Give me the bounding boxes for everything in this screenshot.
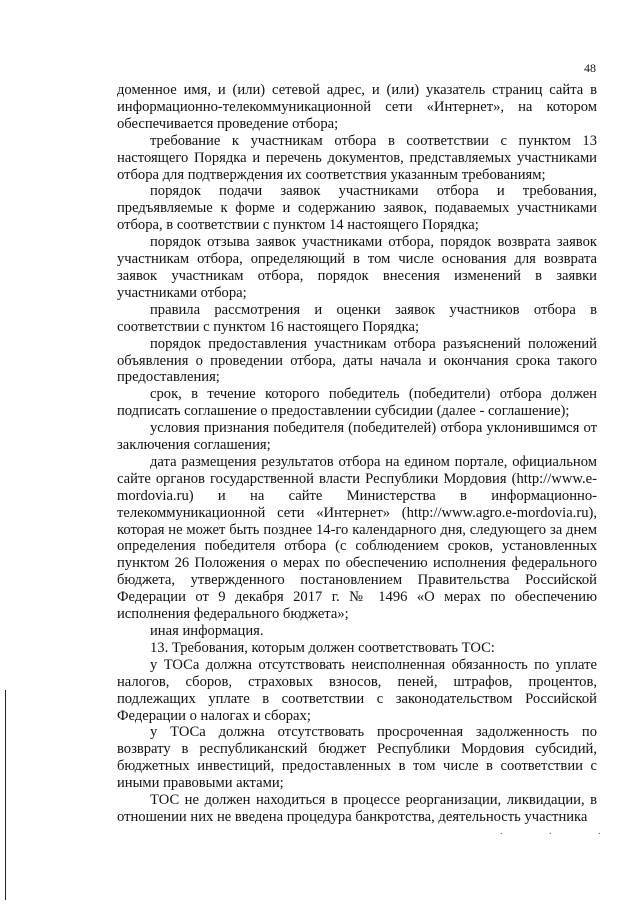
paragraph: у ТОСа должна отсутствовать неисполненная обязанность по уплате налогов, сборов, страховых взносов, пеней, штрафов, процентов, подлежащих уплате в соответствии с законодательством Российской Федерации о налогах и сборах; (117, 656, 597, 724)
paragraph: порядок предоставления участникам отбора разъяснений положений объявления о проведении отбора, даты начала и окончания срока такого предоставления; (117, 335, 597, 386)
paragraph: требование к участникам отбора в соответствии с пунктом 13 настоящего Порядка и перечень документов, представляемых участниками отбора для подтверждения их соответствия указанным требованиям; (117, 132, 597, 183)
paragraph: 13. Требования, которым должен соответствовать ТОС: (150, 639, 495, 656)
scan-edge-line (5, 690, 6, 900)
paragraph: порядок отзыва заявок участниками отбора, порядок возврата заявок участникам отбора, определяющий в том числе основания для возврата заявок участникам отбора, порядок внесения изменений в заявки участниками отбора; (117, 234, 597, 301)
scan-artifact-dots: . . . (500, 826, 623, 837)
paragraph: дата размещения результатов отбора на едином портале, официальном сайте органов государственной власти Республики Мордовия (http://www.e-mordovia.ru) и на сайте Министерства в информационно-телекоммуникационной сети «Интернет» (http://www.agro.e-mordovia.ru), которая не может быть позднее 14-го календарного дня, следующего за днем определения победителя отбора (с соблюдением сроков, установленных пунктом 26 Положения о мерах по обеспечению исполнения федерального бюджета, утвержденного постановлением Правительства Российской Федерации от 9 декабря 2017 г. № 1496 «О мерах по обеспечению исполнения федерального бюджета»; (117, 453, 597, 623)
paragraph: правила рассмотрения и оценки заявок участников отбора в соответствии с пунктом 16 настоящего Порядка; (117, 301, 597, 335)
paragraph: у ТОСа должна отсутствовать просроченная задолженность по возврату в республиканский бюджет Республики Мордовия субсидий, бюджетных инвестиций, предоставленных в том числе в соответствии с иными правовыми актами; (117, 724, 597, 792)
paragraph: иная информация. (150, 623, 264, 639)
document-body (117, 82, 597, 826)
paragraph: доменное имя, и (или) сетевой адрес, и (или) указатель страниц сайта в информационно-телекоммуникационной сети «Интернет», на котором обеспечивается проведение отбора; (117, 82, 597, 132)
paragraph: условия признания победителя (победителей) отбора уклонившимся от заключения соглашения; (117, 420, 597, 454)
paragraph: ТОС не должен находиться в процессе реорганизации, ликвидации, в отношении них не введена процедура банкротства, деятельность участника (117, 792, 597, 825)
paragraph: срок, в течение которого победитель (победители) отбора должен подписать соглашение о предоставлении субсидии (далее - соглашение); (117, 386, 597, 420)
paragraph: порядок подачи заявок участниками отбора и требования, предъявляемые к форме и содержанию заявок, подаваемых участниками отбора, в соответствии с пунктом 14 настоящего Порядка; (117, 183, 597, 234)
page-number: 48 (584, 61, 596, 75)
